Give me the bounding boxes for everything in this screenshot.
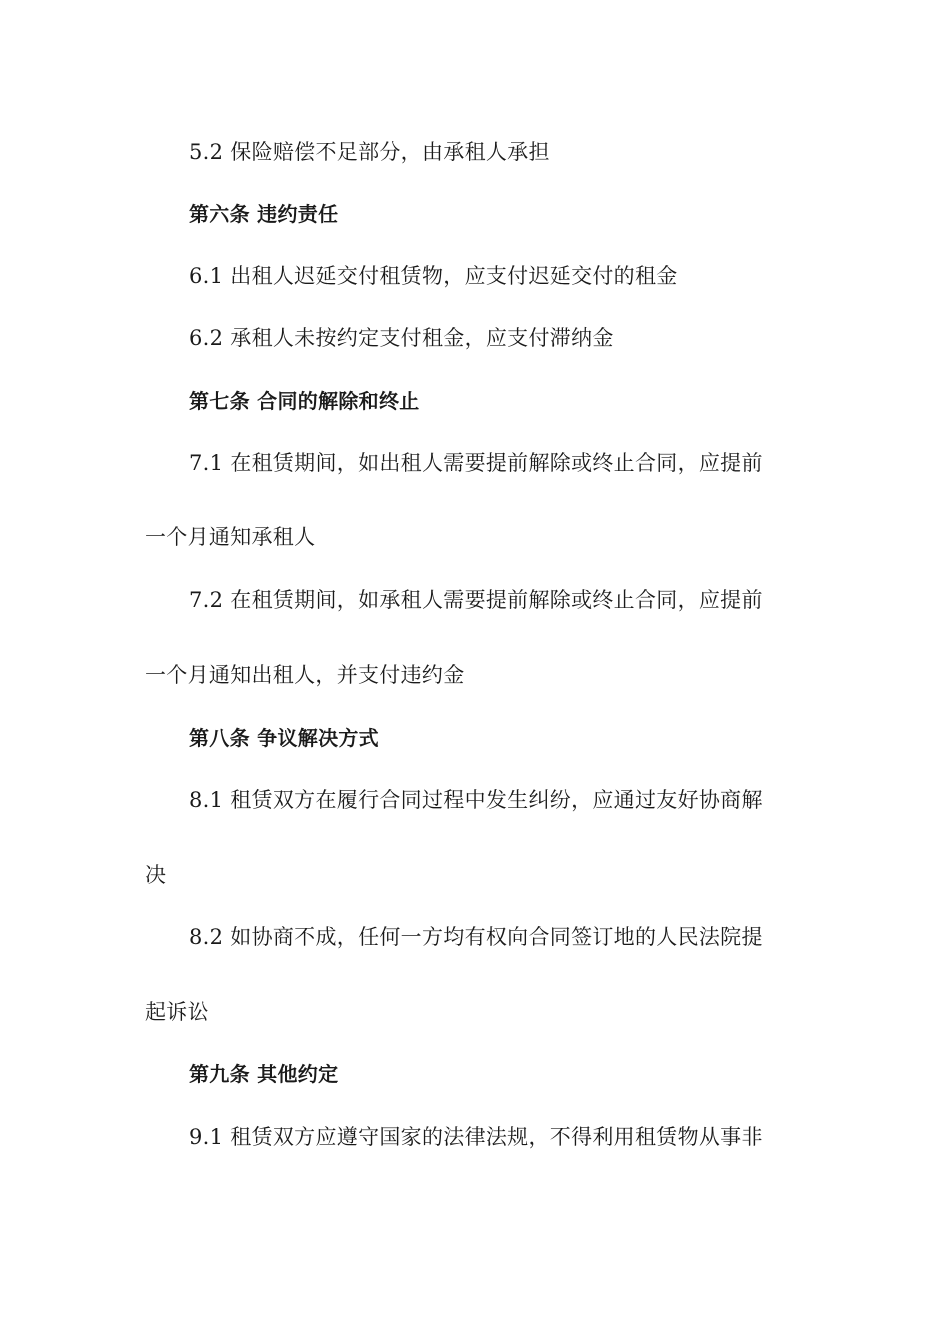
article-9-heading: 第九条 其他约定 <box>189 1062 339 1086</box>
clause-7-2: 7.2 在租赁期间，如承租人需要提前解除或终止合同，应提前 <box>189 588 763 612</box>
clause-9-1: 9.1 租赁双方应遵守国家的法律法规，不得利用租赁物从事非 <box>189 1125 763 1149</box>
clause-8-2: 8.2 如协商不成，任何一方均有权向合同签订地的人民法院提 <box>189 925 763 949</box>
article-6-heading: 第六条 违约责任 <box>189 202 339 226</box>
clause-8-1-continued: 决 <box>145 863 167 887</box>
article-8-heading: 第八条 争议解决方式 <box>189 726 379 750</box>
clause-7-1: 7.1 在租赁期间，如出租人需要提前解除或终止合同，应提前 <box>189 451 763 475</box>
clause-7-2-continued: 一个月通知出租人，并支付违约金 <box>145 663 465 687</box>
clause-6-1: 6.1 出租人迟延交付租赁物，应支付迟延交付的租金 <box>189 264 678 288</box>
clause-7-1-continued: 一个月通知承租人 <box>145 525 316 549</box>
clause-5-2: 5.2 保险赔偿不足部分，由承租人承担 <box>189 140 550 164</box>
clause-6-2: 6.2 承租人未按约定支付租金，应支付滞纳金 <box>189 326 614 350</box>
clause-8-2-continued: 起诉讼 <box>145 1000 209 1024</box>
clause-8-1: 8.1 租赁双方在履行合同过程中发生纠纷，应通过友好协商解 <box>189 788 763 812</box>
article-7-heading: 第七条 合同的解除和终止 <box>189 389 420 413</box>
